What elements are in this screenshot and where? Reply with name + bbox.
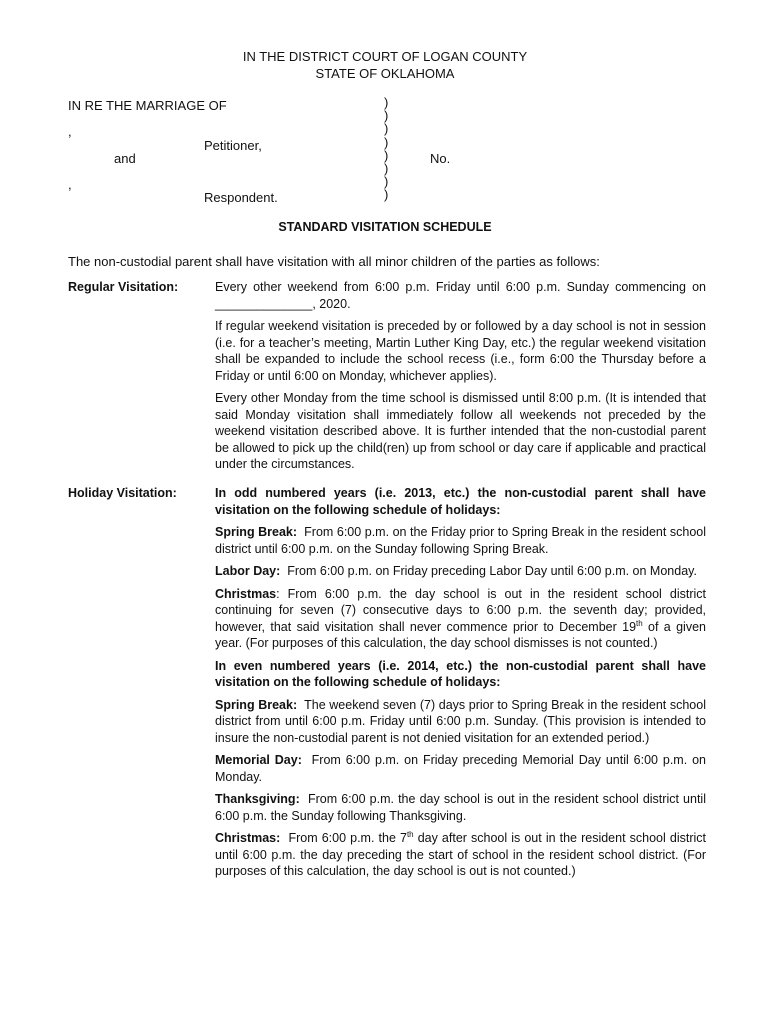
- holiday-visitation-label: Holiday Visitation:: [68, 486, 177, 500]
- even-spring-break-label: Spring Break:: [215, 697, 298, 712]
- court-state: STATE OF OKLAHOMA: [315, 66, 455, 81]
- regular-visitation-section: [215, 279, 706, 479]
- caption-comma-respondent: ,: [68, 177, 72, 192]
- even-christmas-label: Christmas:: [215, 831, 281, 845]
- caption-comma-petitioner: ,: [68, 124, 72, 139]
- even-thanksgiving-label: Thanksgiving:: [215, 792, 300, 806]
- odd-labor-day-paragraph: [215, 563, 706, 580]
- odd-christmas-label: Christmas: [215, 586, 277, 601]
- even-christmas-text-b: day after school is out in the resident school district until 6:00 p.m. the day preceding the start of school in the resident school district. (For purposes of this calculation, the day school is out is not counted.): [215, 831, 706, 878]
- odd-labor-day-label: Labor Day:: [215, 564, 281, 578]
- court-name: IN THE DISTRICT COURT OF LOGAN COUNTY: [242, 49, 528, 64]
- even-spring-break-text: The weekend seven (7) days prior to Spring Break in the resident school district from until 6:00 p.m. Friday until 6:00 p.m. Sunday. (This provision is intended to insure the non-custodial parent is not denied visitation for an extended period.): [215, 697, 706, 745]
- regular-visitation-label: Regular Visitation:: [68, 280, 179, 294]
- odd-christmas-superscript: th: [636, 618, 643, 628]
- regular-weekend-paragraph: Every other weekend from 6:00 p.m. Friday until 6:00 p.m. Sunday commencing on ______________, 2020.: [215, 280, 706, 311]
- even-years-heading: In even numbered years (i.e. 2014, etc.) the non-custodial parent shall have visitation on the following schedule of holidays:: [215, 658, 706, 689]
- even-thanksgiving-paragraph: [215, 791, 706, 824]
- even-spring-break-paragraph: [215, 697, 706, 747]
- regular-recess-paragraph: If regular weekend visitation is preceded by or followed by a day school is not in session (i.e. for a teacher’s meeting, Martin Luther King Day, etc.) the regular weekend visitation shall be expanded to include the school recess (i.e., form 6:00 the Thursday before a Friday or until 6:00 on Monday, whichever applies).: [215, 319, 706, 383]
- even-memorial-day-label: Memorial Day:: [215, 753, 302, 767]
- caption-and: and: [114, 151, 136, 166]
- odd-years-heading: In odd numbered years (i.e. 2013, etc.) the non-custodial parent shall have visitation on the following schedule of holidays:: [215, 486, 706, 517]
- caption-petitioner: Petitioner,: [204, 138, 262, 153]
- odd-labor-day-text: From 6:00 p.m. on Friday preceding Labor Day until 6:00 p.m. on Monday.: [287, 564, 697, 578]
- odd-spring-break-paragraph: [215, 524, 706, 557]
- even-memorial-day-text: From 6:00 p.m. on Friday preceding Memorial Day until 6:00 p.m. on Monday.: [215, 753, 706, 784]
- even-christmas-text-a: From 6:00 p.m. the 7: [288, 831, 407, 845]
- odd-spring-break-label: Spring Break:: [215, 525, 298, 539]
- odd-christmas-text-b: of a given year. (For purposes of this calculation, the day school dismisses is not counted.): [215, 619, 706, 650]
- case-number-label: No.: [430, 151, 451, 166]
- odd-spring-break-text: From 6:00 p.m. on the Friday prior to Spring Break in the resident school district until 6:00 p.m. on the Sunday following Spring Break.: [215, 525, 707, 556]
- caption-respondent: Respondent.: [204, 190, 278, 205]
- odd-christmas-paragraph: [215, 586, 706, 652]
- document-title: STANDARD VISITATION SCHEDULE: [278, 220, 492, 234]
- even-christmas-superscript: th: [406, 829, 414, 839]
- even-memorial-day-paragraph: [215, 752, 706, 785]
- even-thanksgiving-text: From 6:00 p.m. the day school is out in the resident school district until 6:00 p.m. the Sunday following Thanksgiving.: [215, 792, 706, 823]
- odd-christmas-text-a: : From 6:00 p.m. the day school is out in the resident school district continuing for seven (7) consecutive days to 6:00 p.m. the seventh day; provided, however, that said visitation shall never commence prior to December 19: [215, 586, 706, 634]
- holiday-visitation-section: [215, 485, 706, 886]
- intro-paragraph: The non-custodial parent shall have visitation with all minor children of the parties as follows:: [68, 254, 600, 269]
- caption-in-re: IN RE THE MARRIAGE OF: [68, 98, 227, 113]
- regular-monday-paragraph: Every other Monday from the time school is dismissed until 8:00 p.m. (It is intended that said Monday visitation shall immediately follow all weekends not preceded by the weekend visitation described above. It is further intended that the non-custodial parent be allowed to pick up the child(ren) up from school or day care if applicable and practical under the circumstances.: [215, 391, 706, 471]
- even-christmas-paragraph: [215, 830, 706, 880]
- caption-bracket: ) ) ) ) ) ) ) ): [384, 95, 389, 203]
